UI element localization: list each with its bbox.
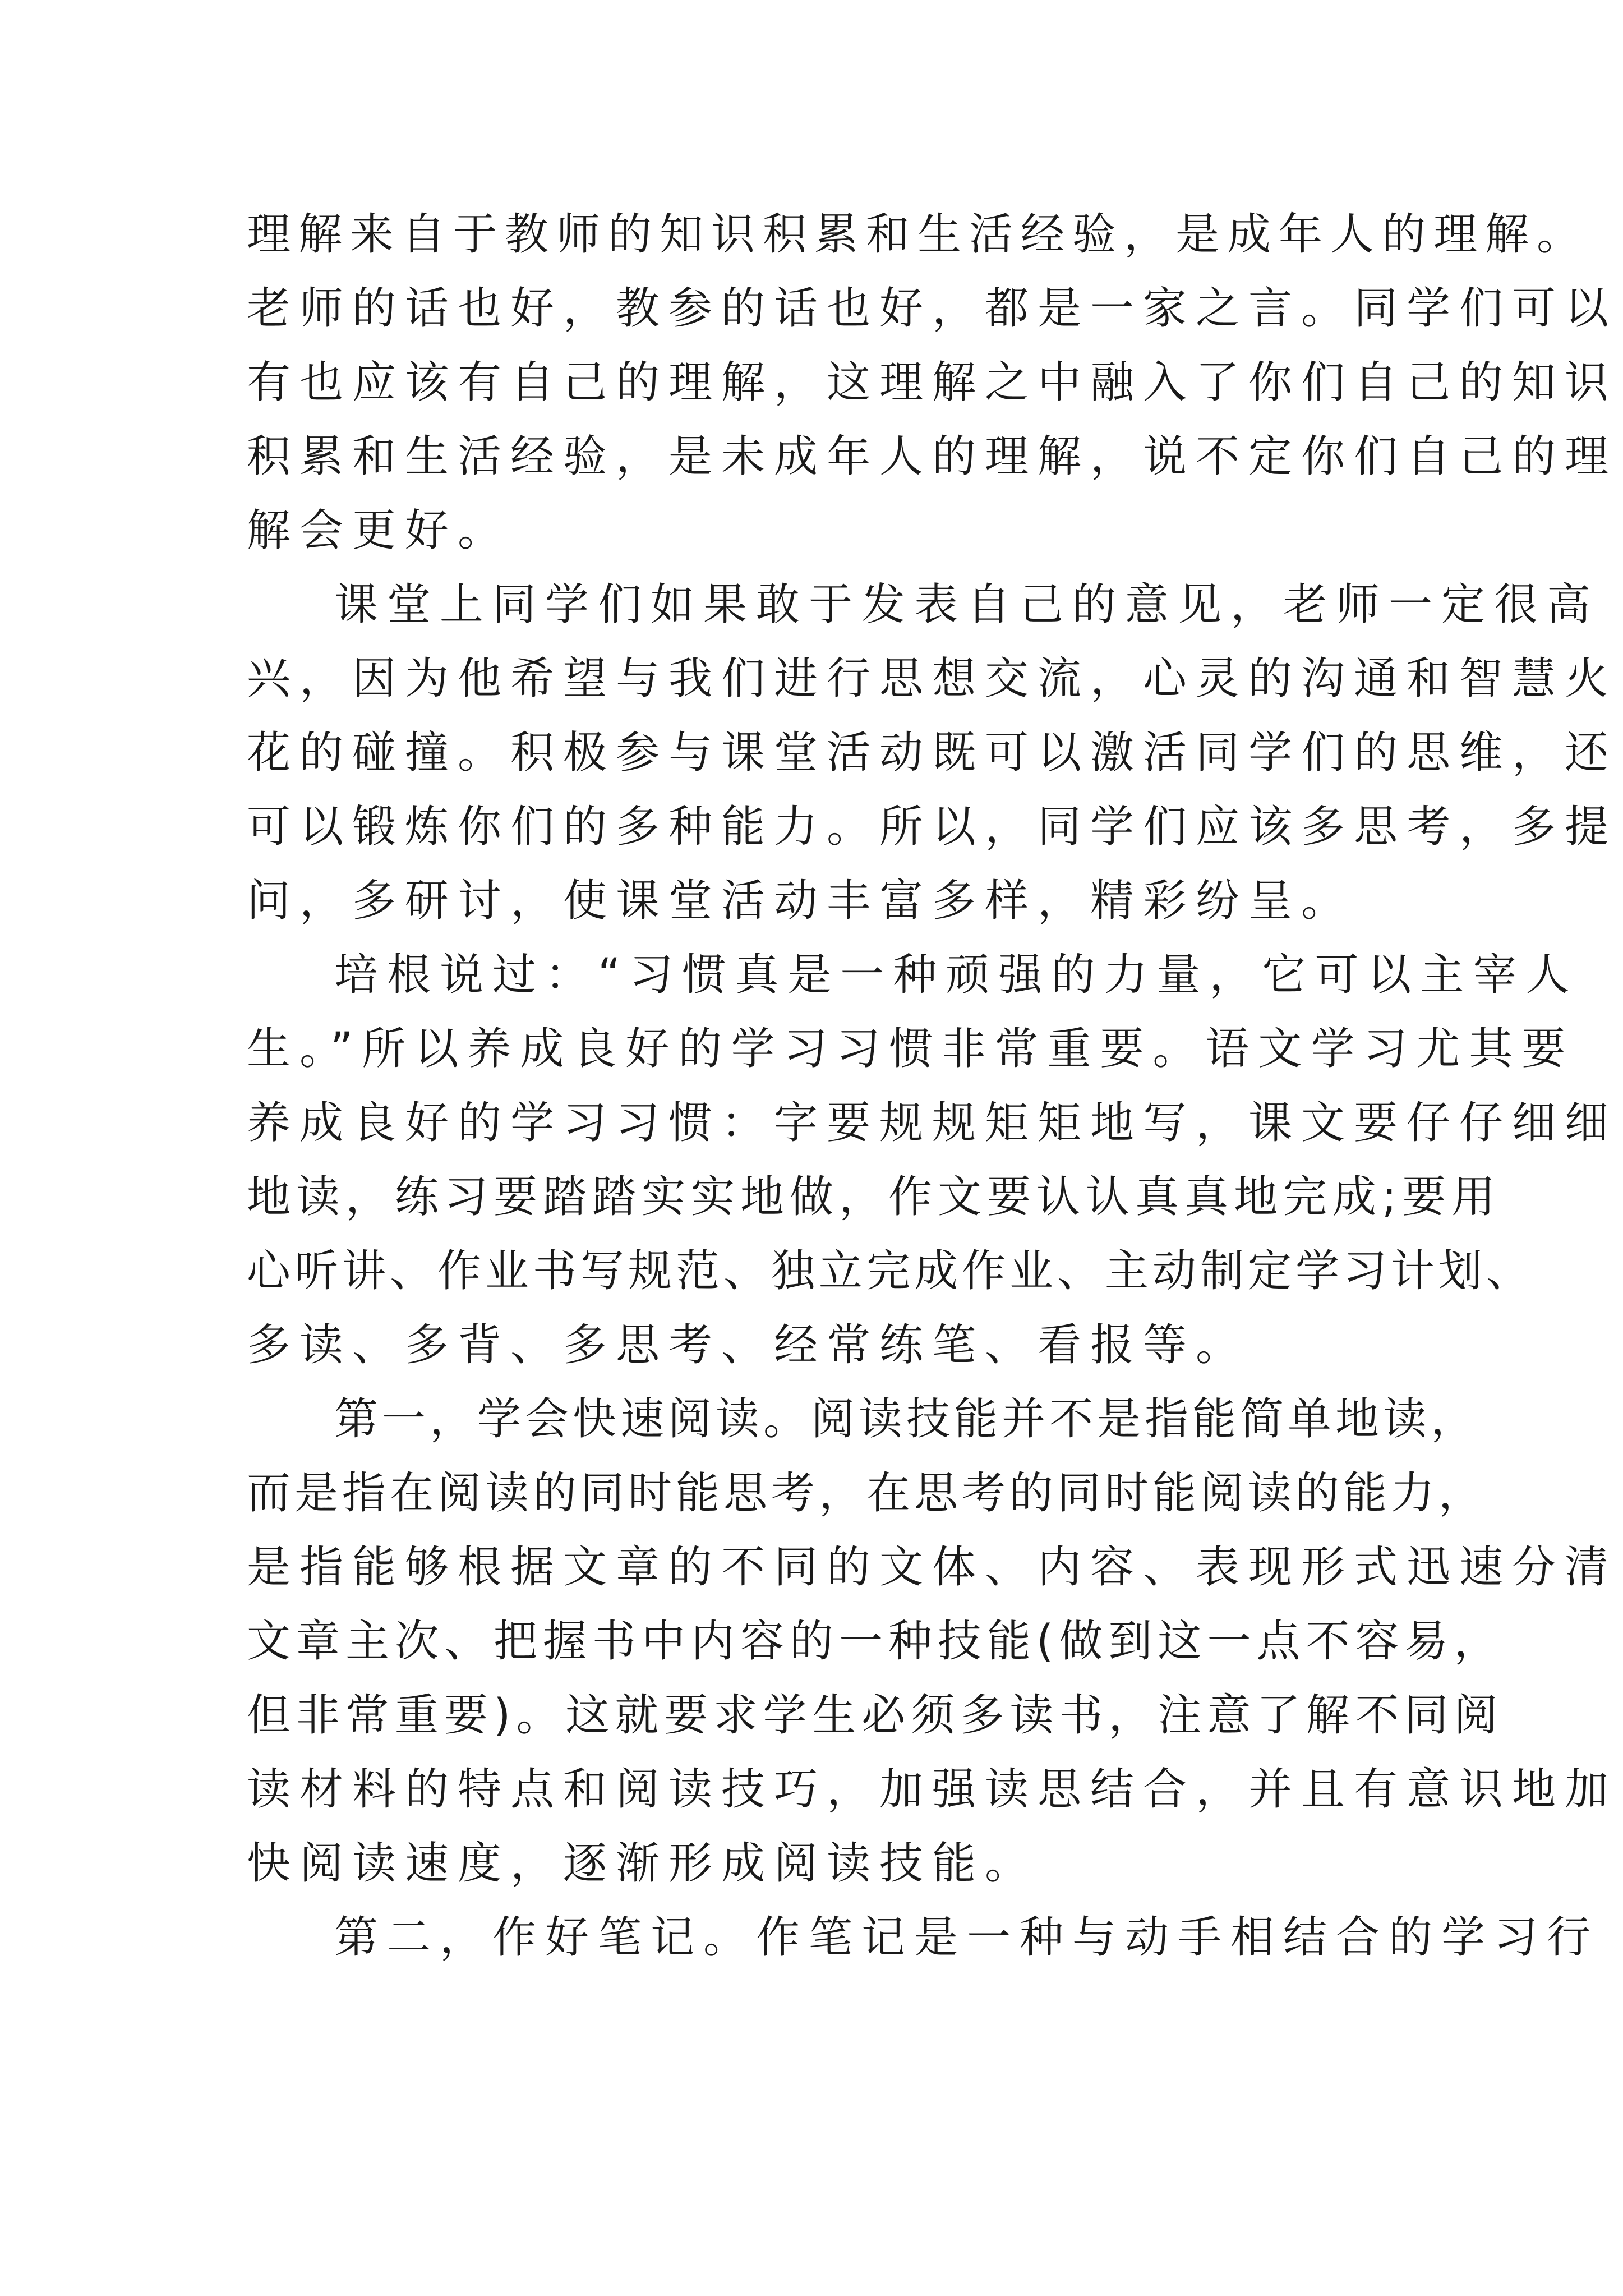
text-line: 是指能够根据文章的不同的文体、内容、表现形式迅速分清 [247,1542,1618,1593]
text-line: 解会更好。 [247,505,511,556]
text-line: 快阅读速度，逐渐形成阅读技能。 [247,1838,1038,1889]
text-line: 老师的话也好，教参的话也好，都是一家之言。同学们可以 [247,283,1618,334]
text-line: 第二，作好笔记。作笔记是一种与动手相结合的学习行 [334,1912,1600,1963]
paragraph [247,1382,1618,1901]
text-line: 课堂上同学们如果敢于发表自己的意见，老师一定很高 [334,579,1600,630]
text-line: 问，多研讨，使课堂活动丰富多样，精彩纷呈。 [247,876,1354,926]
text-line: 积累和生活经验，是未成年人的理解，说不定你们自己的理 [247,431,1618,482]
text-line: 培根说过：“习惯真是一种顽强的力量，它可以主宰人 [334,950,1579,1000]
text-line: 而是指在阅读的同时能思考，在思考的同时能阅读的能力， [247,1468,1487,1519]
text-line: 读材料的特点和阅读技巧，加强读思结合，并且有意识地加 [247,1764,1618,1815]
text-line: 可以锻炼你们的多种能力。所以，同学们应该多思考，多提 [247,802,1618,852]
paragraph [247,1901,1600,1975]
paragraph [247,568,1618,938]
text-line: 地读，练习要踏踏实实地做，作文要认认真真地完成;要用 [247,1172,1501,1222]
text-line: 有也应该有自己的理解，这理解之中融入了你们自己的知识 [247,357,1618,408]
text-line: 多读、多背、多思考、经常练笔、看报等。 [247,1320,1249,1370]
paragraph [247,197,1618,568]
document-body [247,197,1618,1975]
text-line: 第一，学会快速阅读。阅读技能并不是指能简单地读， [334,1394,1479,1444]
text-line: 心听讲、作业书写规范、独立完成作业、主动制定学习计划、 [247,1246,1534,1296]
text-line: 花的碰撞。积极参与课堂活动既可以激活同学们的思维，还 [247,728,1618,778]
text-line: 兴，因为他希望与我们进行思想交流，心灵的沟通和智慧火 [247,654,1618,704]
text-line: 理解来自于教师的知识积累和生活经验，是成年人的理解。 [247,209,1589,260]
text-line: 文章主次、把握书中内容的一种技能(做到这一点不容易， [247,1616,1504,1667]
text-line: 养成良好的学习习惯：字要规规矩矩地写，课文要仔仔细细 [247,1098,1618,1148]
text-line: 生。”所以养成良好的学习习惯非常重要。语文学习尤其要 [247,1024,1575,1074]
text-line: 但非常重要)。这就要求学生必须多读书，注意了解不同阅 [247,1690,1504,1741]
paragraph [247,938,1618,1382]
